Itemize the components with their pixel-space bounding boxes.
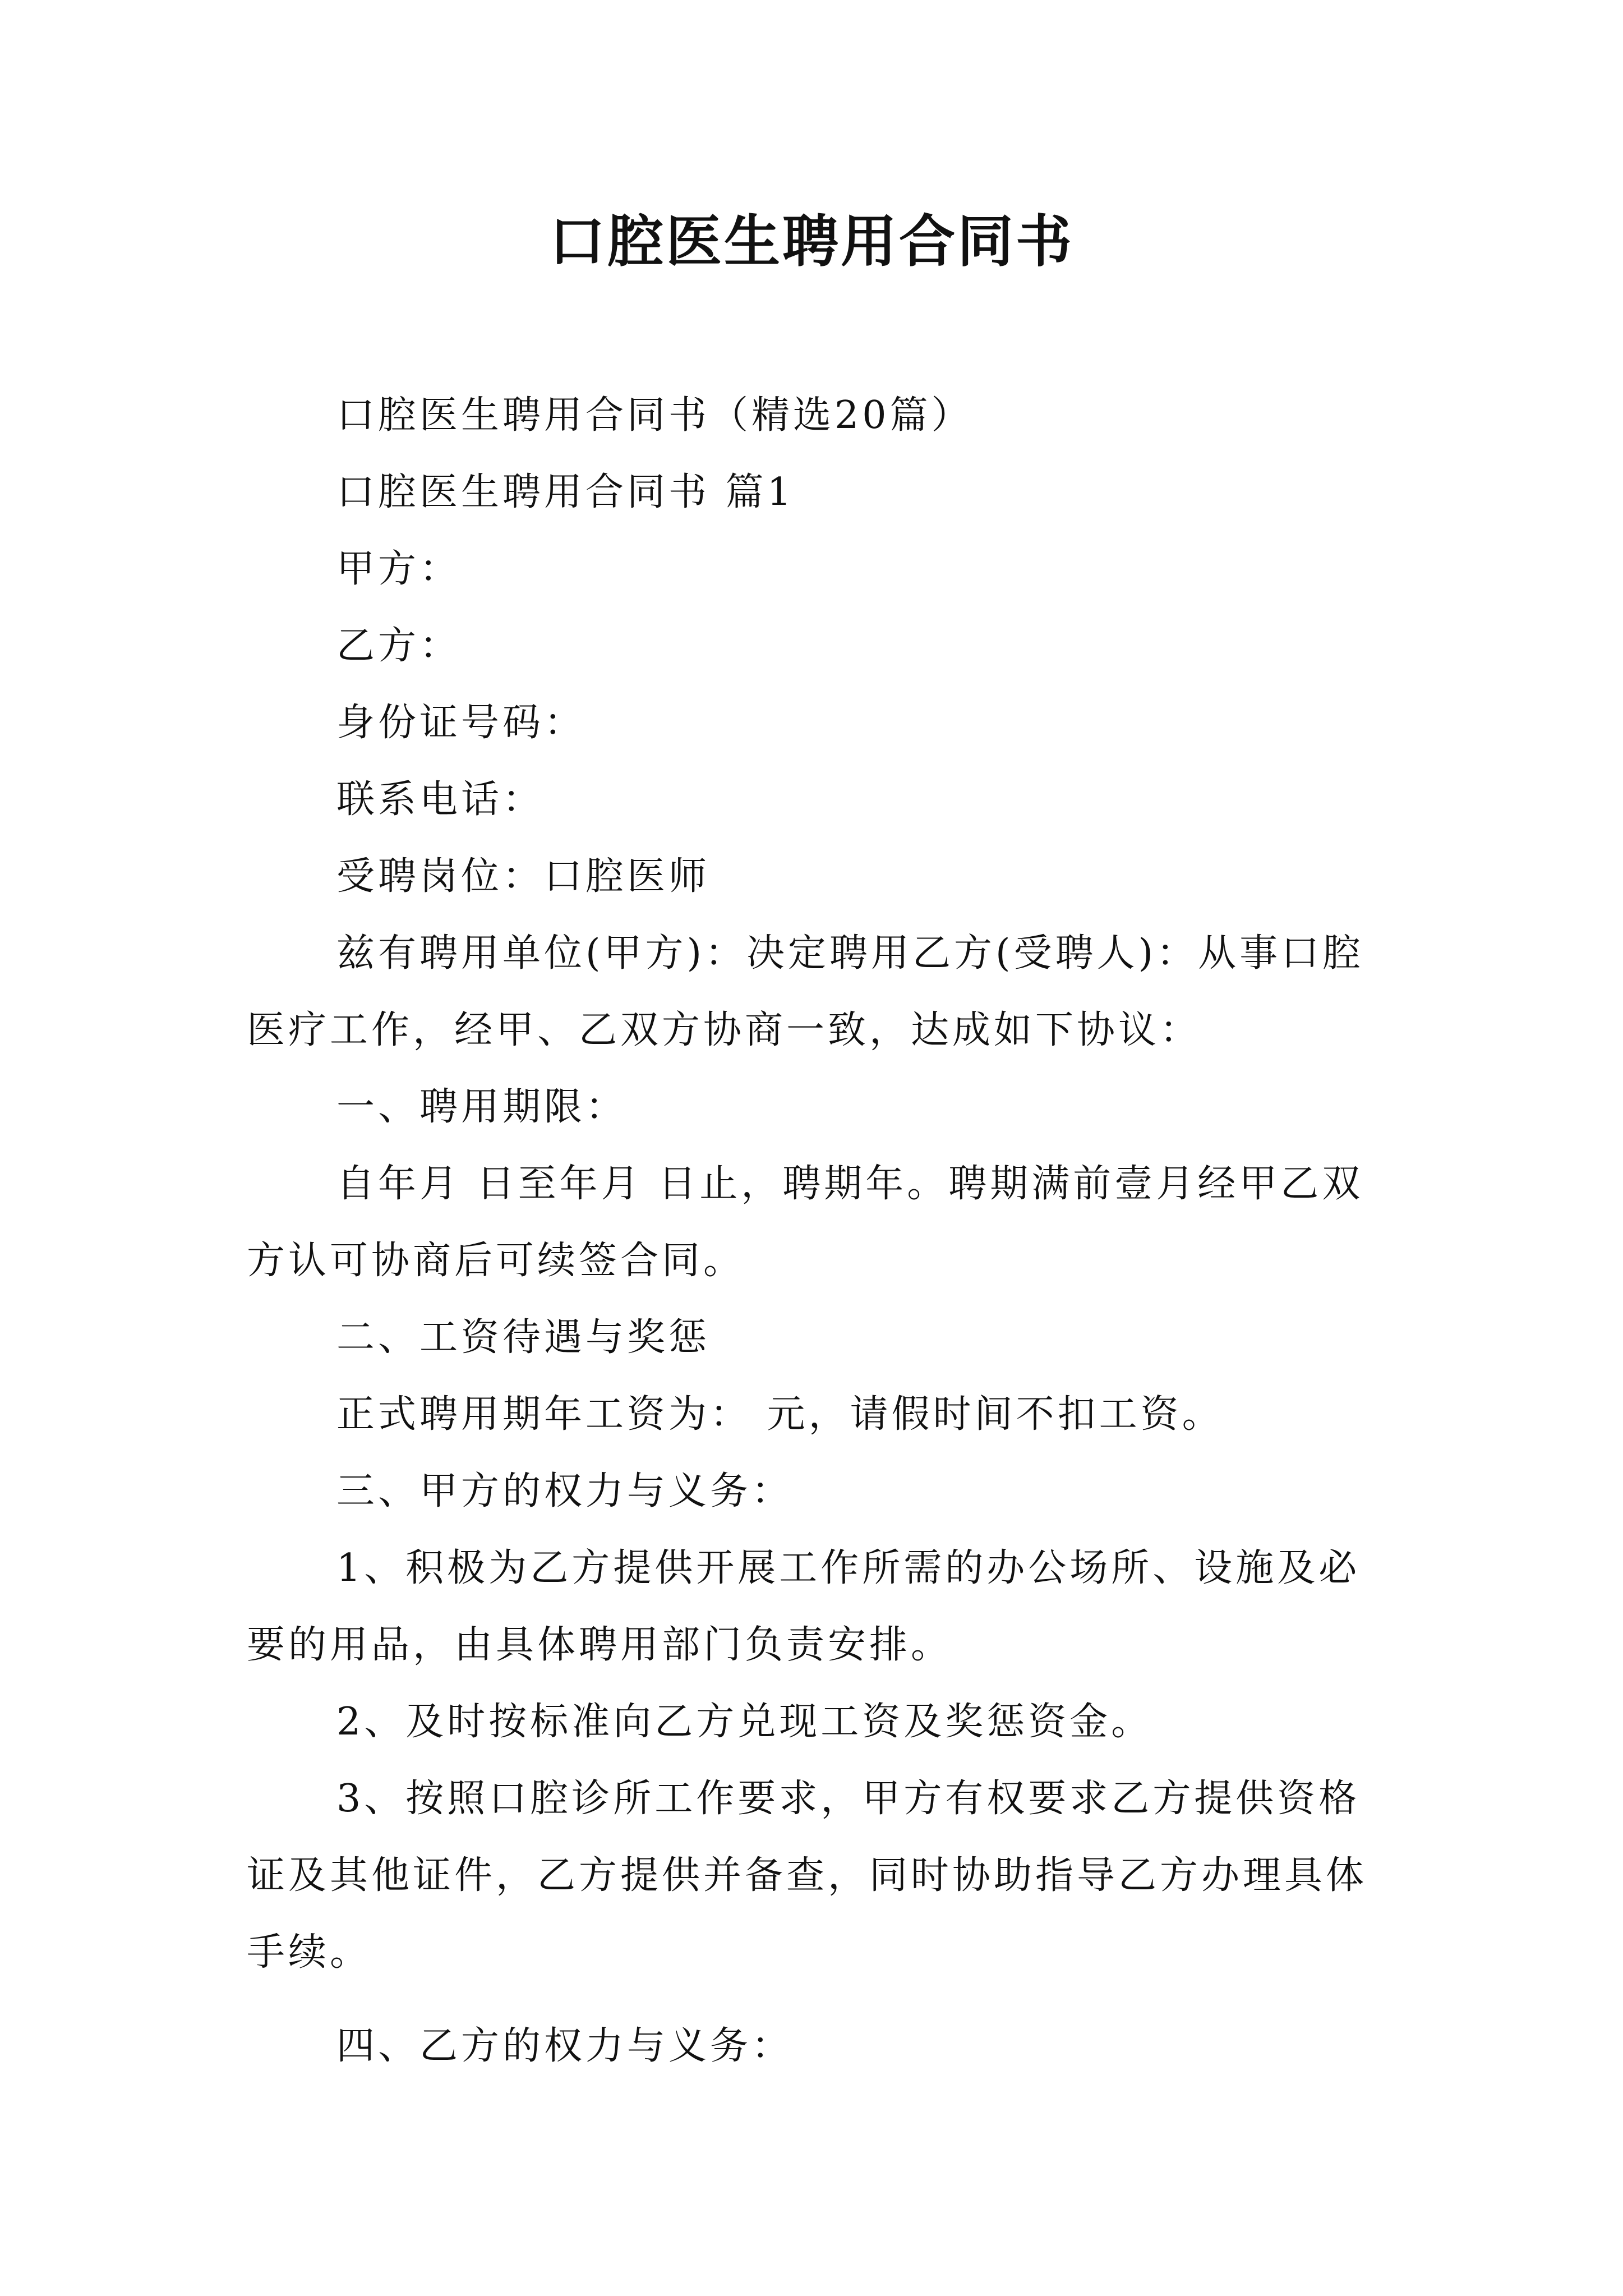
paragraph-salary-detail: 正式聘用期年工资为： 元，请假时间不扣工资。	[336, 1392, 1224, 1437]
paragraph-term-heading: 一、聘用期限：	[336, 1085, 628, 1129]
paragraph-salary-heading: 二、工资待遇与奖惩	[336, 1315, 711, 1360]
paragraph-party-a-rights-heading: 三、甲方的权力与义务：	[336, 1469, 794, 1513]
paragraph-party-b: 乙方：	[336, 624, 462, 668]
paragraph-party-a-right-2: 2、及时按标准向乙方兑现工资及奖惩资金。	[336, 1700, 1153, 1744]
paragraph-section-heading: 口腔医生聘用合同书 篇1	[336, 470, 795, 514]
paragraph-party-a: 甲方：	[336, 547, 462, 591]
paragraph-party-a-right-3: 3、按照口腔诊所工作要求，甲方有权要求乙方提供资格证及其他证件，乙方提供并备查，同时协助指导乙方办理具体手续。	[247, 1777, 1368, 1975]
document-title: 口腔医生聘用合同书	[549, 208, 1074, 274]
paragraph-position: 受聘岗位：口腔医师	[336, 854, 711, 899]
paragraph-subtitle: 口腔医生聘用合同书（精选20篇）	[336, 393, 973, 438]
paragraph-phone: 联系电话：	[336, 777, 545, 822]
paragraph-intro: 兹有聘用单位(甲方)：决定聘用乙方(受聘人)：从事口腔医疗工作，经甲、乙双方协商一致，达成如下协议：	[247, 931, 1364, 1052]
paragraph-term-detail: 自年月 日至年月 日止，聘期年。聘期满前壹月经甲乙双方认可协商后可续签合同。	[247, 1162, 1364, 1283]
paragraph-party-b-rights-heading: 四、乙方的权力与义务：	[336, 2024, 794, 2068]
paragraph-party-a-right-1: 1、积极为乙方提供开展工作所需的办公场所、设施及必要的用品，由具体聘用部门负责安排。	[247, 1546, 1361, 1667]
document-body	[247, 377, 1385, 2085]
paragraph-id-number: 身份证号码：	[336, 701, 586, 745]
